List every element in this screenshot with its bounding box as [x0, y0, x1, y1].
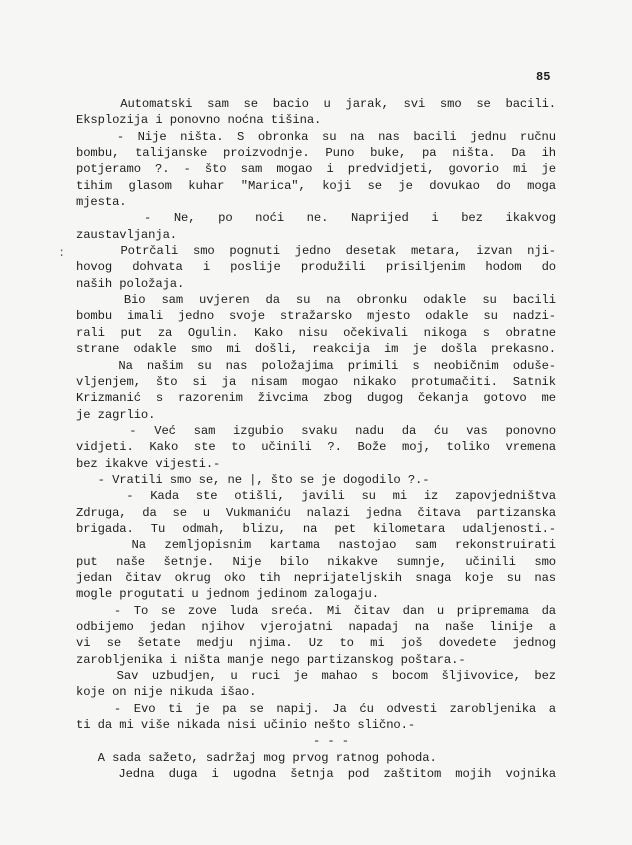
text-line: koje on nije nikuda išao. — [76, 685, 257, 700]
text-line: ti da mi više nikada nisi učinio nešto slično.- — [76, 718, 416, 733]
text-line: Na našim su nas položajima primili s neobičnim oduše- — [76, 358, 556, 373]
text-line: - Kada ste otišli, javili su mi iz zapovjedništva — [76, 489, 556, 504]
text-line: Jedna duga i ugodna šetnja pod zaštitom mojih vojnika — [76, 767, 556, 782]
text-line: zaustavljanja. — [76, 227, 177, 242]
text-line: jedan čitav okrug oko tih neprijateljskih snaga koje su nas — [76, 570, 556, 585]
text-line: put naše šetnje. Nije bilo nikakve sumnje, učinili smo — [76, 554, 556, 569]
text-line: - To se zove luda sreća. Mi čitav dan u pripremama da — [76, 603, 556, 618]
text-line: - Već sam izgubio svaku nadu da ću vas ponovno — [76, 423, 556, 438]
text-line: odbijemo jedan njihov vjerojatni napadaj na naše linije a — [76, 620, 556, 634]
text-line: - Nije ništa. S obronka su na nas bacili jednu ručnu — [76, 129, 556, 144]
text-line: bombu imali jedno svoje stražarsko mjesto odakle su nadzi- — [76, 309, 556, 324]
text-line: Na zemljopisnim kartama nastojao sam rekonstruirati — [76, 538, 556, 553]
text-line: Potrčali smo pognuti jedno desetak metara, izvan nji- — [76, 244, 556, 259]
text-line: A sada sažeto, sadržaj mog prvog ratnog pohoda. — [76, 750, 437, 765]
page-text — [76, 96, 556, 782]
text-line: Eksplozija i ponovno noćna tišina. — [76, 113, 322, 128]
text-line: vi se šetate medju njima. Uz to mi još dovedete jednog — [76, 636, 556, 651]
margin-mark: : — [58, 246, 66, 260]
text-line: Automatski sam se bacio u jarak, svi smo se bacili. — [76, 97, 556, 111]
text-line: Bio sam uvjeren da su na obronku odakle su bacili — [76, 293, 556, 308]
text-line: mjesta. — [76, 195, 127, 210]
text-line: Sav uzbudjen, u ruci je mahao s bocom šljivovice, bez — [76, 669, 556, 684]
text-line: naših položaja. — [76, 276, 185, 291]
text-line: - Evo ti je pa se napij. Ja ću odvesti zarobljenika a — [76, 701, 556, 716]
text-line: - Vratili smo se, ne |, što se je dogodilo ?.- — [76, 472, 430, 487]
text-line: vljenjem, što si ja nisam mogao nikako protumačiti. Satnik — [76, 374, 556, 389]
text-line: zarobljenika i ništa manje nego partizanskog poštara.- — [76, 652, 466, 667]
text-line: bombu, talijanske proizvodnje. Puno buke, pa ništa. Da ih — [76, 146, 556, 161]
text-line: tihim glasom kuhar "Marica", koji se je dovukao do moga — [76, 178, 556, 193]
text-line: Krizmanić s razorenim živcima zbog dugog čekanja gotovo me — [76, 391, 556, 406]
text-line: brigada. Tu odmah, blizu, na pet kilometara udaljenosti.- — [76, 521, 556, 536]
text-line: mogle progutati u jednom jedinom zalogaju. — [76, 587, 379, 602]
text-line: Zdruga, da se u Vukmaniću nalazi jedna čitava partizanska — [76, 505, 556, 520]
text-line: - Ne, po noći ne. Naprijed i bez ikakvog — [76, 211, 556, 226]
text-line: je zagrlio. — [76, 407, 156, 422]
text-line: rali put za Ogulin. Kako nisu očekivali nikoga s obratne — [76, 325, 556, 340]
page-number: 85 — [536, 70, 551, 84]
text-line: strane odakle smo mi došli, reakcija im je došla prekasno. — [76, 342, 556, 357]
text-line: hovog dohvata i poslije produžili prisiljenim hodom do — [76, 260, 556, 275]
section-separator: - - - — [312, 734, 350, 749]
text-line: vidjeti. Kako ste to učinili ?. Bože moj, toliko vremena — [76, 440, 556, 455]
text-line: potjeramo ?. - što sam mogao i predvidjeti, govorio mi je — [76, 162, 556, 177]
text-line: bez ikakve vijesti.- — [76, 456, 221, 471]
